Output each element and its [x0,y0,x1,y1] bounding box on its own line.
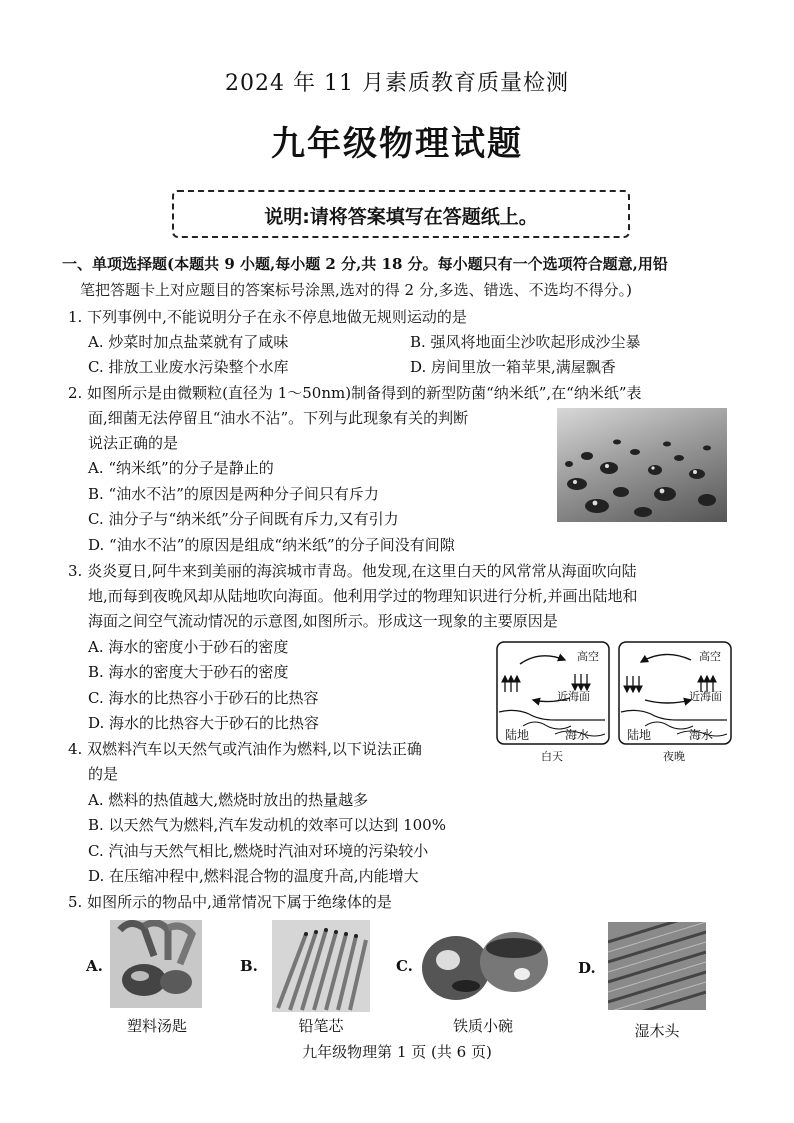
exam-title: 2024 年 11 月素质教育质量检测 [225,71,569,96]
q4-option-b: B. 以天然气为燃料,汽车发动机的效率可以达到 100% [88,816,446,834]
sea-breeze-diagram [495,640,735,765]
water-droplets-image [557,408,727,522]
q5-caption-a: 塑料汤匙 [126,1017,187,1035]
night-high-label: 高空 [699,650,721,663]
notice-box [172,190,630,238]
section-heading-line1: 一、单项选择题(本题共 9 小题,每小题 2 分,共 18 分。每小题只有一个选项符合题意,用铅 [62,255,668,273]
plastic-spoon-photo [110,920,202,1008]
q3-option-c: C. 海水的比热容小于砂石的比热容 [88,689,319,707]
iron-bowl-image [418,926,550,1004]
q3-option-b: B. 海水的密度大于砂石的密度 [88,663,289,681]
q4-stem-line2: 的是 [88,765,119,783]
q1-option-b: B. 强风将地面尘沙吹起形成沙尘暴 [410,333,641,351]
q4-option-c: C. 汽油与天然气相比,燃烧时汽油对环境的污染较小 [88,842,429,860]
notice-text: 说明:请将答案填写在答题纸上。 [264,206,538,228]
q3-stem-line1: 3. 炎炎夏日,阿牛来到美丽的海滨城市青岛。他发现,在这里白天的风常常从海面吹向陆 [68,562,637,580]
iron-bowl-photo [418,926,550,1004]
wet-wood-image [608,922,706,1010]
day-caption: 白天 [541,750,563,763]
q2-option-c: C. 油分子与“纳米纸”分子间既有斥力,又有引力 [88,510,399,528]
q5-letter-b: B. [240,957,258,975]
q3-stem-line2: 地,而每到夜晚风却从陆地吹向海面。他利用学过的物理知识进行分析,并画出陆地和 [88,587,638,605]
q1-option-c: C. 排放工业废水污染整个水库 [88,358,289,376]
day-surface-label: 近海面 [557,690,590,703]
pencil-lead-photo [272,920,370,1012]
q3-option-a: A. 海水的密度小于砂石的密度 [88,638,289,656]
section-heading-line2: 笔把答题卡上对应题目的答案标号涂黑,选对的得 2 分,多选、错选、不选均不得分。) [80,281,632,299]
q1-option-d: D. 房间里放一箱苹果,满屋飘香 [410,358,616,376]
day-land-label: 陆地 [505,728,530,742]
q1-stem: 1. 下列事例中,不能说明分子在永不停息地做无规则运动的是 [68,308,467,326]
q5-stem: 5. 如图所示的物品中,通常情况下属于绝缘体的是 [68,893,392,911]
night-caption: 夜晚 [663,750,685,763]
page-footer: 九年级物理第 1 页 (共 6 页) [302,1043,492,1061]
q5-letter-a: A. [86,957,103,975]
q3-option-d: D. 海水的比热容大于砂石的比热容 [88,714,320,732]
subject-title: 九年级物理试题 [271,124,523,164]
q2-option-b: B. “油水不沾”的原因是两种分子间只有斥力 [88,485,379,503]
plastic-spoon-image [110,920,202,1008]
day-high-label: 高空 [577,650,599,663]
q5-caption-d: 湿木头 [634,1022,680,1040]
q5-caption-c: 铁质小碗 [452,1017,513,1035]
night-surface-label: 近海面 [689,690,722,703]
q2-stem-line3: 说法正确的是 [88,434,179,452]
nano-paper-photo [557,408,727,522]
q2-stem-line1: 2. 如图所示是由微颗粒(直径为 1～50nm)制备得到的新型防菌“纳米纸”,在“纳米纸”表 [68,384,642,402]
pencil-lead-image [272,920,370,1012]
q5-letter-d: D. [578,959,596,977]
wet-wood-photo [608,922,706,1010]
q2-option-d: D. “油水不沾”的原因是组成“纳米纸”的分子间没有间隙 [88,536,455,554]
night-sea-label: 海水 [689,728,714,742]
q2-option-a: A. “纳米纸”的分子是静止的 [88,459,274,477]
q3-stem-line3: 海面之间空气流动情况的示意图,如图所示。形成这一现象的主要原因是 [88,612,558,630]
q2-stem-line2: 面,细菌无法停留且“油水不沾”。下列与此现象有关的判断 [88,409,469,427]
q4-stem-line1: 4. 双燃料汽车以天然气或汽油作为燃料,以下说法正确 [68,740,422,758]
q1-option-a: A. 炒菜时加点盐菜就有了咸味 [88,333,289,351]
q5-letter-c: C. [396,957,413,975]
night-land-label: 陆地 [627,728,652,742]
q5-caption-b: 铅笔芯 [298,1017,344,1035]
q4-option-d: D. 在压缩冲程中,燃料混合物的温度升高,内能增大 [88,867,419,885]
q4-option-a: A. 燃料的热值越大,燃烧时放出的热量越多 [88,791,369,809]
day-sea-label: 海水 [565,728,590,742]
